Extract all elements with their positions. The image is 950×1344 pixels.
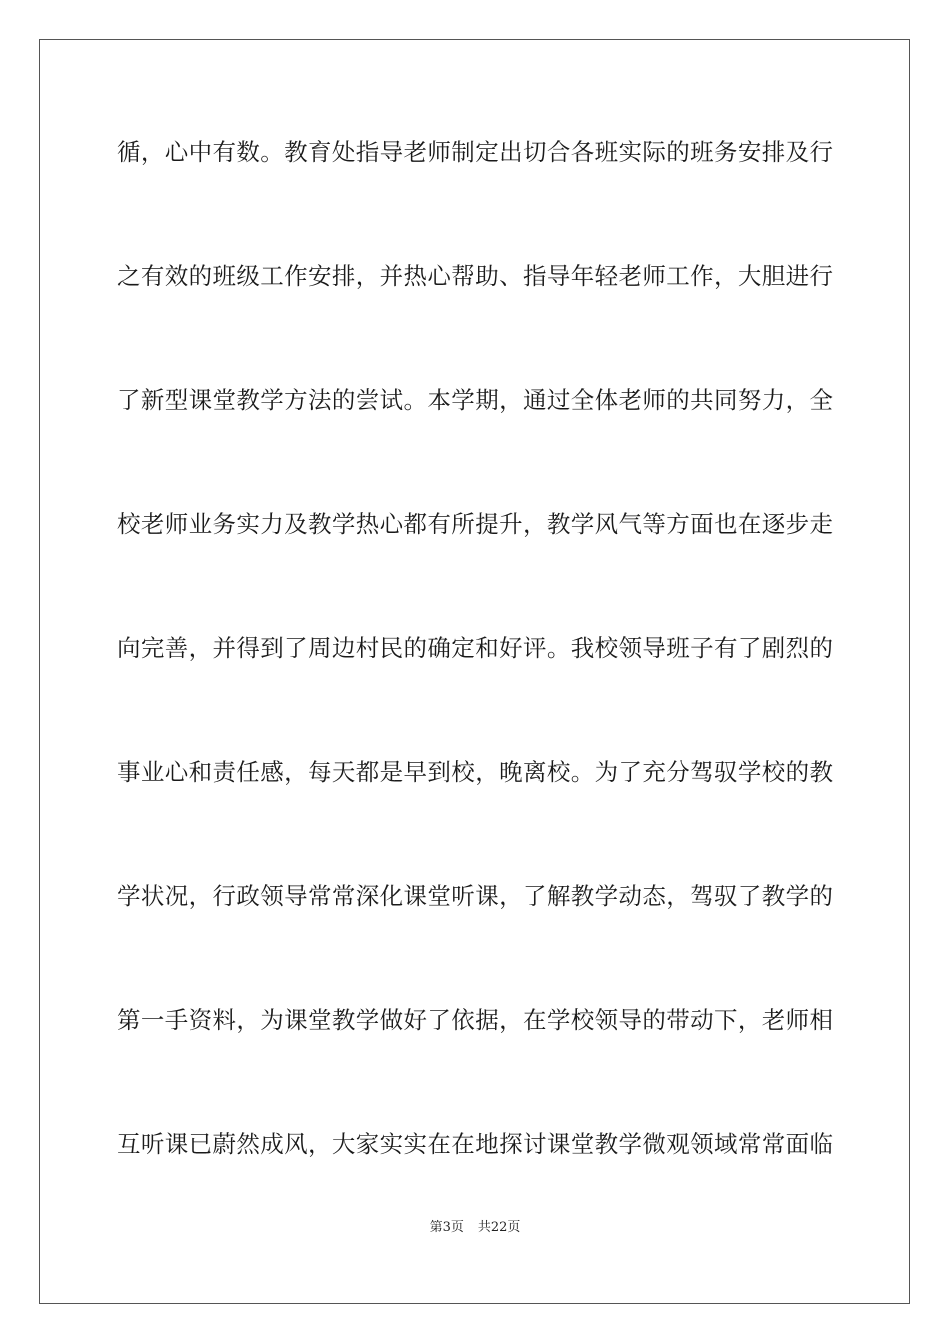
current-page-label: 第3页 — [429, 1220, 464, 1235]
body-text-line-8: 第一手资料，为课堂教学做好了依据，在学校领导的带动下，老师相 — [117, 1006, 833, 1034]
body-text-line-4: 校老师业务实力及教学热心都有所提升，教学风气等方面也在逐步走 — [117, 510, 833, 538]
body-text-line-1: 循，心中有数。教育处指导老师制定出切合各班实际的班务安排及行 — [117, 138, 833, 166]
page-footer — [0, 1219, 950, 1237]
body-text-line-9: 互听课已蔚然成风，大家实实在在地探讨课堂教学微观领域常常面临 — [117, 1130, 833, 1158]
total-pages-label: 共22页 — [477, 1220, 521, 1235]
body-text-line-3: 了新型课堂教学方法的尝试。本学期，通过全体老师的共同努力，全 — [117, 386, 833, 414]
body-text-line-5: 向完善，并得到了周边村民的确定和好评。我校领导班子有了剧烈的 — [117, 634, 833, 662]
body-text-line-7: 学状况，行政领导常常深化课堂听课，了解教学动态，驾驭了教学的 — [117, 882, 833, 910]
body-text-line-2: 之有效的班级工作安排，并热心帮助、指导年轻老师工作，大胆进行 — [117, 262, 833, 290]
body-text-line-6: 事业心和责任感，每天都是早到校，晚离校。为了充分驾驭学校的教 — [117, 758, 833, 786]
page-border — [39, 39, 910, 1304]
